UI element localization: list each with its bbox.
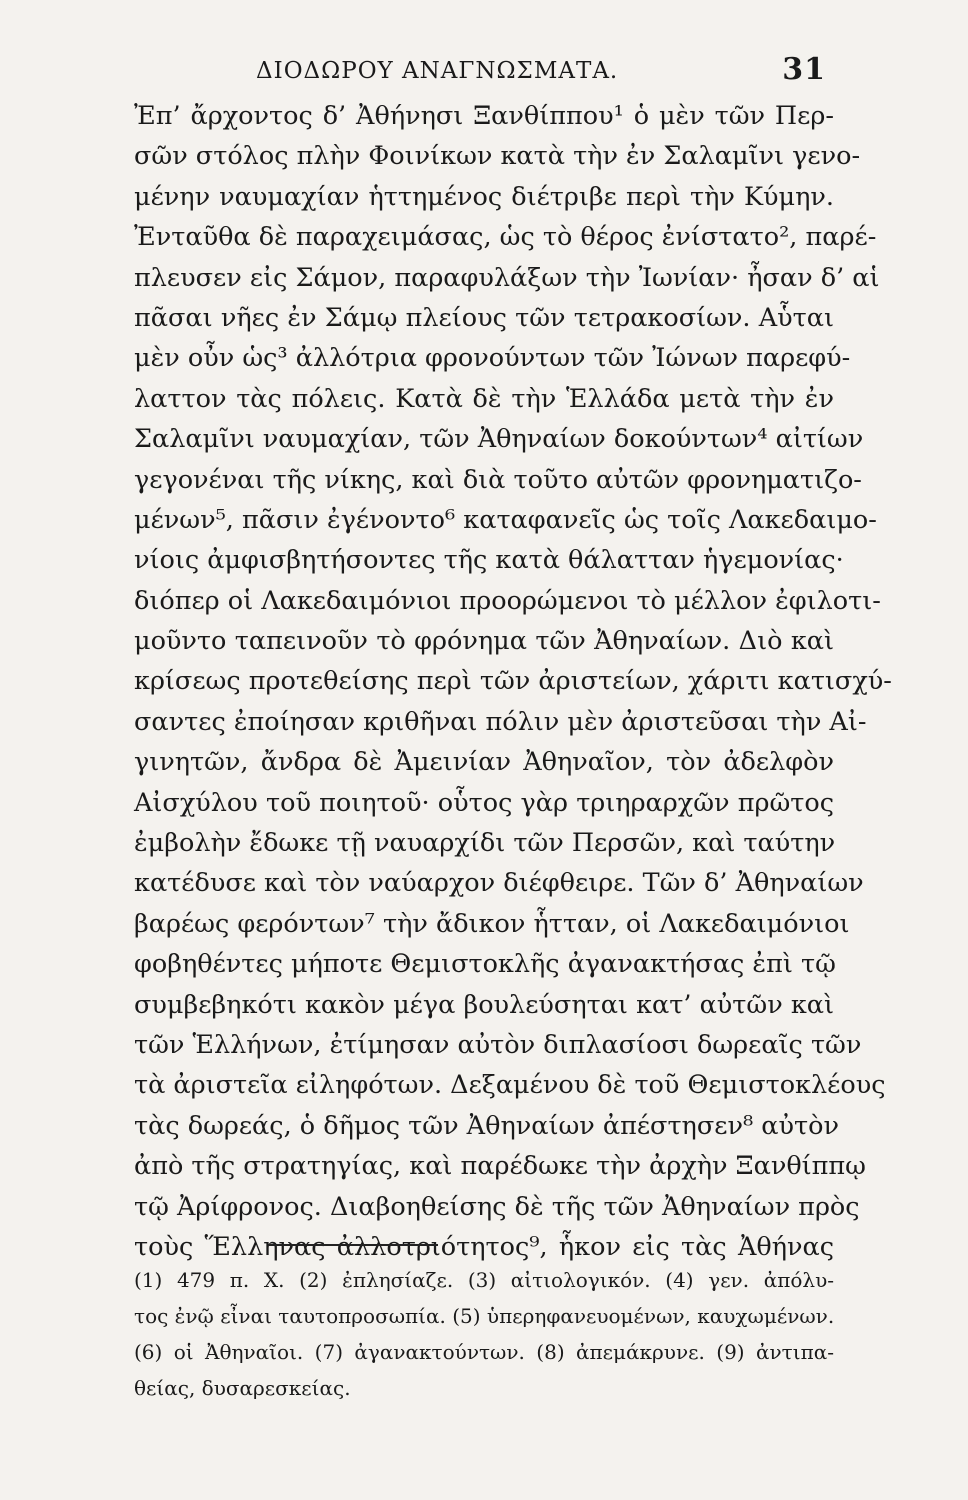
text-line: Ἐνταῦθα δὲ παραχειμάσας, ὡς τὸ θέρος ἐνίστατο², παρέ- xyxy=(134,222,877,253)
text-line: Ἐπ’ ἄρχοντος δ’ Ἀθήνησι Ξανθίππου¹ ὁ μὲν τῶν Περ- xyxy=(134,101,834,131)
body-text xyxy=(134,96,892,1267)
text-line: σαντες ἐποίησαν κριθῆναι πόλιν μὲν ἀριστεῦσαι τὴν Αἰ- xyxy=(134,706,867,737)
footnotes xyxy=(134,1262,834,1406)
text-line: μοῦντο ταπεινοῦν τὸ φρόνημα τῶν Ἀθηναίων. Διὸ καὶ xyxy=(134,626,834,657)
page-number: 31 xyxy=(782,52,826,87)
footnote-line: (1) 479 π. Χ. (2) ἐπλησίαζε. (3) αἰτιολογικόν. (4) γεν. ἀπόλυ- xyxy=(134,1268,834,1292)
text-line: συμβεβηκότι κακὸν μέγα βουλεύσηται κατ’ αὐτῶν καὶ xyxy=(134,989,834,1020)
footnote-line: (6) οἱ Ἀθηναῖοι. (7) ἀγανακτούντων. (8) ἀπεμάκρυνε. (9) ἀντιπα- xyxy=(134,1340,834,1364)
text-line: πᾶσαι νῆες ἐν Σάμῳ πλείους τῶν τετρακοσίων. Αὗται xyxy=(134,302,834,333)
footnote-rule xyxy=(268,1244,438,1246)
text-line: ἐμβολὴν ἔδωκε τῇ ναυαρχίδι τῶν Περσῶν, καὶ ταύτην xyxy=(134,828,836,859)
text-line: γινητῶν, ἄνδρα δὲ Ἀμεινίαν Ἀθηναῖον, τὸν ἀδελφὸν xyxy=(134,747,834,778)
text-line: μὲν οὖν ὡς³ ἀλλότρια φρονούντων τῶν Ἰώνων παρεφύ- xyxy=(134,343,851,374)
text-line: λαττον τὰς πόλεις. Κατὰ δὲ τὴν Ἑλλάδα μετὰ τὴν ἐν xyxy=(134,383,834,414)
running-title: ΔΙΟΔΩΡΟΥ ΑΝΑΓΝΩΣΜΑΤΑ. xyxy=(256,58,619,84)
text-line: τῶν Ἑλλήνων, ἐτίμησαν αὐτὸν διπλασίοσι δωρεαῖς τῶν xyxy=(134,1029,862,1060)
footnote-line: τος ἐνῷ εἶναι ταυτοπροσωπία. (5) ὑπερηφανευομένων, καυχωμένων. xyxy=(134,1304,835,1328)
text-line: τὰς δωρεάς, ὁ δῆμος τῶν Ἀθηναίων ἀπέστησεν⁸ αὐτὸν xyxy=(134,1110,839,1141)
text-line: ἀπὸ τῆς στρατηγίας, καὶ παρέδωκε τὴν ἀρχὴν Ξανθίππῳ xyxy=(134,1151,866,1182)
text-line: φοβηθέντες μήποτε Θεμιστοκλῆς ἀγανακτήσας ἐπὶ τῷ xyxy=(134,949,836,980)
text-line: σῶν στόλος πλὴν Φοινίκων κατὰ τὴν ἐν Σαλαμῖνι γενο- xyxy=(134,141,861,172)
text-line: κατέδυσε καὶ τὸν ναύαρχον διέφθειρε. Τῶν δ’ Ἀθηναίων xyxy=(134,868,864,899)
running-head xyxy=(256,52,826,92)
footnote-line: θείας, δυσαρεσκείας. xyxy=(134,1376,351,1400)
text-line: τῷ Ἀρίφρονος. Διαβοηθείσης δὲ τῆς τῶν Ἀθηναίων πρὸς xyxy=(134,1191,860,1222)
text-line: διόπερ οἱ Λακεδαιμόνιοι προορώμενοι τὸ μέλλον ἐφιλοτι- xyxy=(134,585,881,616)
text-line: τοὺς Ἕλληνας ἀλλοτριότητος⁹, ἧκον εἰς τὰς Ἀθήνας xyxy=(134,1231,834,1262)
text-line: μένων⁵, πᾶσιν ἐγένοντο⁶ καταφανεῖς ὡς τοῖς Λακεδαιμο- xyxy=(134,504,877,535)
text-line: βαρέως φερόντων⁷ τὴν ἄδικον ἧτταν, οἱ Λακεδαιμόνιοι xyxy=(134,908,850,939)
text-line: κρίσεως προτεθείσης περὶ τῶν ἀριστείων, χάριτι κατισχύ- xyxy=(134,666,892,697)
text-line: γεγονέναι τῆς νίκης, καὶ διὰ τοῦτο αὐτῶν φρονηματιζο- xyxy=(134,464,862,495)
text-line: Σαλαμῖνι ναυμαχίαν, τῶν Ἀθηναίων δοκούντων⁴ αἰτίων xyxy=(134,424,864,455)
text-line: πλευσεν εἰς Σάμον, παραφυλάξων τὴν Ἰωνίαν· ἦσαν δ’ αἱ xyxy=(134,262,880,293)
text-line: νίοις ἀμφισβητήσοντες τῆς κατὰ θάλατταν ἡγεμονίας· xyxy=(134,545,844,576)
text-line: Αἰσχύλου τοῦ ποιητοῦ· οὗτος γὰρ τριηραρχῶν πρῶτος xyxy=(134,787,834,818)
text-line: τὰ ἀριστεῖα εἰληφότων. Δεξαμένου δὲ τοῦ Θεμιστοκλέους xyxy=(134,1070,886,1101)
text-line: μένην ναυμαχίαν ἡττημένος διέτριβε περὶ τὴν Κύμην. xyxy=(134,181,834,212)
